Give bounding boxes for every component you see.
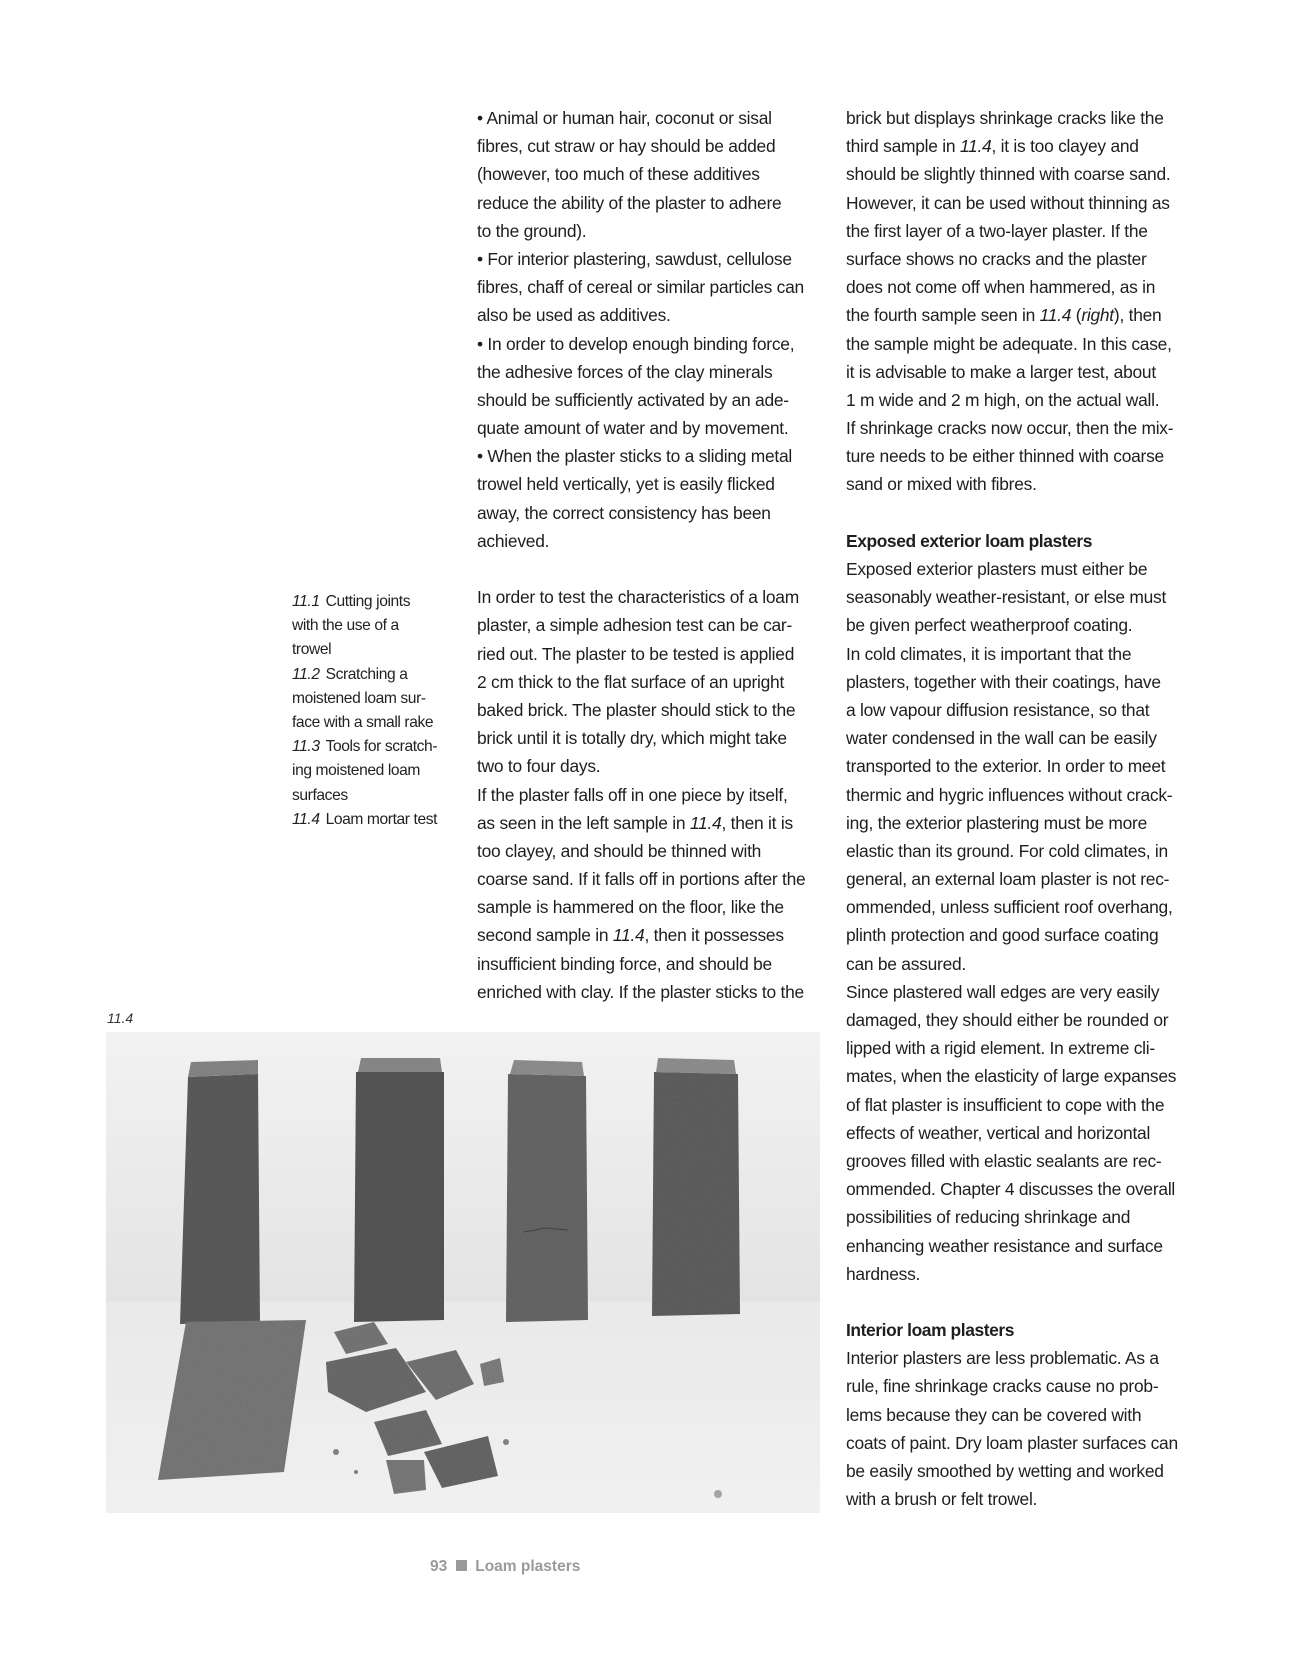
text-line: quate amount of water and by movement. — [477, 418, 789, 439]
text-line: thermic and hygric influences without crack- — [846, 784, 1173, 805]
text-line: the sample might be adequate. In this case, — [846, 333, 1172, 354]
text-line: achieved. — [477, 530, 550, 551]
caption-text: moistened loam sur- — [292, 689, 426, 707]
caption-text: face with a small rake — [292, 713, 434, 731]
brick-sample-1 — [180, 1060, 260, 1324]
text-line: possibilities of reducing shrinkage and — [846, 1207, 1131, 1228]
text-line: Since plastered wall edges are very easily — [846, 981, 1160, 1002]
caption-line — [292, 687, 452, 711]
adhesion-test-paragraph — [477, 583, 817, 809]
text-line: effects of weather, vertical and horizontal — [846, 1122, 1151, 1143]
text-line: In cold climates, it is important that the — [846, 643, 1132, 664]
text-line: plaster, a simple adhesion test can be car- — [477, 615, 793, 636]
text-line: be given perfect weatherproof coating. — [846, 615, 1133, 636]
text-line: coarse sand. If it falls off in portions after the — [477, 869, 806, 890]
text-block — [477, 837, 817, 922]
caption-figure-number: 11.2 — [292, 665, 320, 683]
text-line: sample is hammered on the floor, like the — [477, 897, 784, 918]
text-line: does not come off when hammered, as in — [846, 277, 1156, 298]
text-line: rule, fine shrinkage cracks cause no prob- — [846, 1376, 1159, 1397]
text-line: it is advisable to make a larger test, about — [846, 361, 1156, 382]
caption-text: surfaces — [292, 786, 348, 804]
text-line: two to four days. — [477, 756, 601, 777]
text-line: (however, too much of these additives — [477, 164, 760, 185]
page-number: 93 — [430, 1558, 448, 1575]
text-line: lipped with a rigid element. In extreme cli- — [846, 1038, 1155, 1059]
text-line: However, it can be used without thinning as — [846, 192, 1170, 213]
text-block — [477, 950, 817, 1006]
text-line: can be assured. — [846, 953, 966, 974]
page-footer — [430, 1558, 580, 1576]
text-line: elastic than its ground. For cold climates, in — [846, 840, 1168, 861]
text-line: Exposed exterior plasters must either be — [846, 559, 1148, 579]
brick-sample-3 — [506, 1060, 588, 1322]
caption-figure-number: 11.4 — [292, 810, 320, 828]
text-line: 1 m wide and 2 m high, on the actual wall. — [846, 389, 1160, 410]
caption-text: ing moistened loam — [292, 762, 421, 780]
text-line: brick but displays shrinkage cracks like the — [846, 108, 1164, 128]
figure-captions — [292, 590, 452, 832]
text-line: as seen in the left sample in 11.4, then it is — [477, 812, 793, 833]
text-line: away, the correct consistency has been — [477, 502, 771, 523]
text-line: mates, when the elasticity of large expanses — [846, 1066, 1177, 1087]
text-line: grooves filled with elastic sealants are rec- — [846, 1150, 1162, 1171]
caption-text: Scratching a — [325, 665, 408, 683]
caption-line — [292, 808, 452, 832]
caption-figure-number: 11.3 — [292, 738, 320, 756]
text-line: sand or mixed with fibres. — [846, 474, 1037, 495]
section-heading-interior: Interior loam plasters — [846, 1320, 1015, 1341]
caption-figure-number: 11.1 — [292, 593, 320, 610]
text-line: enhancing weather resistance and surface — [846, 1235, 1163, 1256]
brick-sample-2 — [354, 1058, 444, 1322]
text-line: with a brush or felt trowel. — [846, 1489, 1038, 1510]
text-line: ommended, unless sufficient roof overhang, — [846, 897, 1173, 918]
text-line: water condensed in the wall can be easily — [846, 728, 1157, 749]
text-line: general, an external loam plaster is not rec- — [846, 869, 1170, 890]
text-line: reduce the ability of the plaster to adhere — [477, 192, 782, 213]
caption-line — [292, 663, 452, 687]
text-line: of flat plaster is insufficient to cope with the — [846, 1094, 1165, 1115]
text-line: surface shows no cracks and the plaster — [846, 248, 1147, 269]
text-line: • When the plaster sticks to a sliding metal — [477, 446, 793, 467]
text-line: should be slightly thinned with coarse sand. — [846, 164, 1171, 185]
middle-column — [477, 104, 817, 1006]
text-line: In order to test the characteristics of a loam — [477, 587, 799, 608]
text-line: ommended. Chapter 4 discusses the overall — [846, 1179, 1176, 1200]
text-line: If the plaster falls off in one piece by itself, — [477, 784, 788, 805]
caption-line — [292, 735, 452, 759]
text-line: ried out. The plaster to be tested is applied — [477, 643, 795, 664]
text-line: enriched with clay. If the plaster sticks to the — [477, 981, 804, 1002]
text-line: third sample in 11.4, it is too clayey and — [846, 136, 1139, 157]
text-line: seasonably weather-resistant, or else must — [846, 587, 1167, 608]
text-block — [846, 160, 1186, 301]
text-block — [846, 330, 1186, 499]
caption-text: Tools for scratch- — [325, 738, 438, 756]
text-line: plasters, together with their coatings, have — [846, 671, 1161, 692]
caption-line — [292, 590, 452, 614]
caption-line — [292, 638, 452, 662]
section-heading-exterior: Exposed exterior loam plasters — [846, 530, 1093, 551]
text-line: If shrinkage cracks now occur, then the mix- — [846, 418, 1174, 439]
text-line: plinth protection and good surface coating — [846, 925, 1159, 946]
caption-line — [292, 784, 452, 808]
exterior-plasters-text — [846, 555, 1186, 1288]
text-line: damaged, they should either be rounded or — [846, 1010, 1169, 1030]
text-line: a low vapour diffusion resistance, so that — [846, 699, 1150, 720]
text-line: be easily smoothed by wetting and worked — [846, 1461, 1164, 1481]
caption-line — [292, 759, 452, 783]
interior-plasters-text — [846, 1344, 1186, 1513]
caption-text: with the use of a — [292, 617, 399, 635]
text-line: fibres, cut straw or hay should be added — [477, 136, 776, 157]
text-line: ture needs to be either thinned with coarse — [846, 446, 1164, 467]
additives-bullet-list — [477, 104, 817, 555]
loam-mortar-test-photo — [106, 1032, 820, 1513]
text-line: • For interior plastering, sawdust, cellulose — [477, 248, 792, 269]
text-line: insufficient binding force, and should be — [477, 953, 772, 974]
text-line: also be used as additives. — [477, 305, 671, 326]
caption-line — [292, 614, 452, 638]
text-line: fibres, chaff of cereal or similar particles can — [477, 277, 804, 298]
text-line: the first layer of a two-layer plaster. If the — [846, 220, 1148, 241]
caption-text: Cutting joints — [325, 593, 411, 610]
text-line: to the ground). — [477, 220, 587, 241]
text-line: transported to the exterior. In order to meet — [846, 756, 1166, 777]
text-line: brick until it is totally dry, which might take — [477, 728, 787, 749]
text-line: trowel held vertically, yet is easily flicked — [477, 474, 775, 495]
brick-sample-4 — [652, 1058, 740, 1316]
text-line: the adhesive forces of the clay minerals — [477, 361, 773, 382]
text-line: lems because they can be covered with — [846, 1404, 1142, 1425]
text-line: second sample in 11.4, then it possesses — [477, 925, 784, 946]
text-line: 2 cm thick to the flat surface of an upright — [477, 671, 785, 692]
text-line: • Animal or human hair, coconut or sisal — [477, 108, 772, 128]
text-line: should be sufficiently activated by an ade- — [477, 389, 789, 410]
text-line: too clayey, and should be thinned with — [477, 840, 762, 861]
running-section-title: Loam plasters — [475, 1558, 581, 1575]
caption-line — [292, 711, 452, 735]
caption-text: Loam mortar test — [325, 810, 438, 828]
caption-text: trowel — [292, 641, 332, 659]
text-line: coats of paint. Dry loam plaster surfaces can — [846, 1432, 1178, 1453]
text-line: • In order to develop enough binding force, — [477, 333, 795, 354]
figure-label: 11.4 — [107, 1010, 134, 1026]
square-bullet-icon — [456, 1560, 467, 1571]
text-line: Interior plasters are less problematic. As a — [846, 1348, 1159, 1369]
right-column — [846, 104, 1186, 1513]
text-line: hardness. — [846, 1263, 921, 1284]
text-line: the fourth sample seen in 11.4 (right), then — [846, 305, 1162, 326]
text-line: ing, the exterior plastering must be more — [846, 812, 1147, 833]
text-line: baked brick. The plaster should stick to the — [477, 699, 796, 720]
